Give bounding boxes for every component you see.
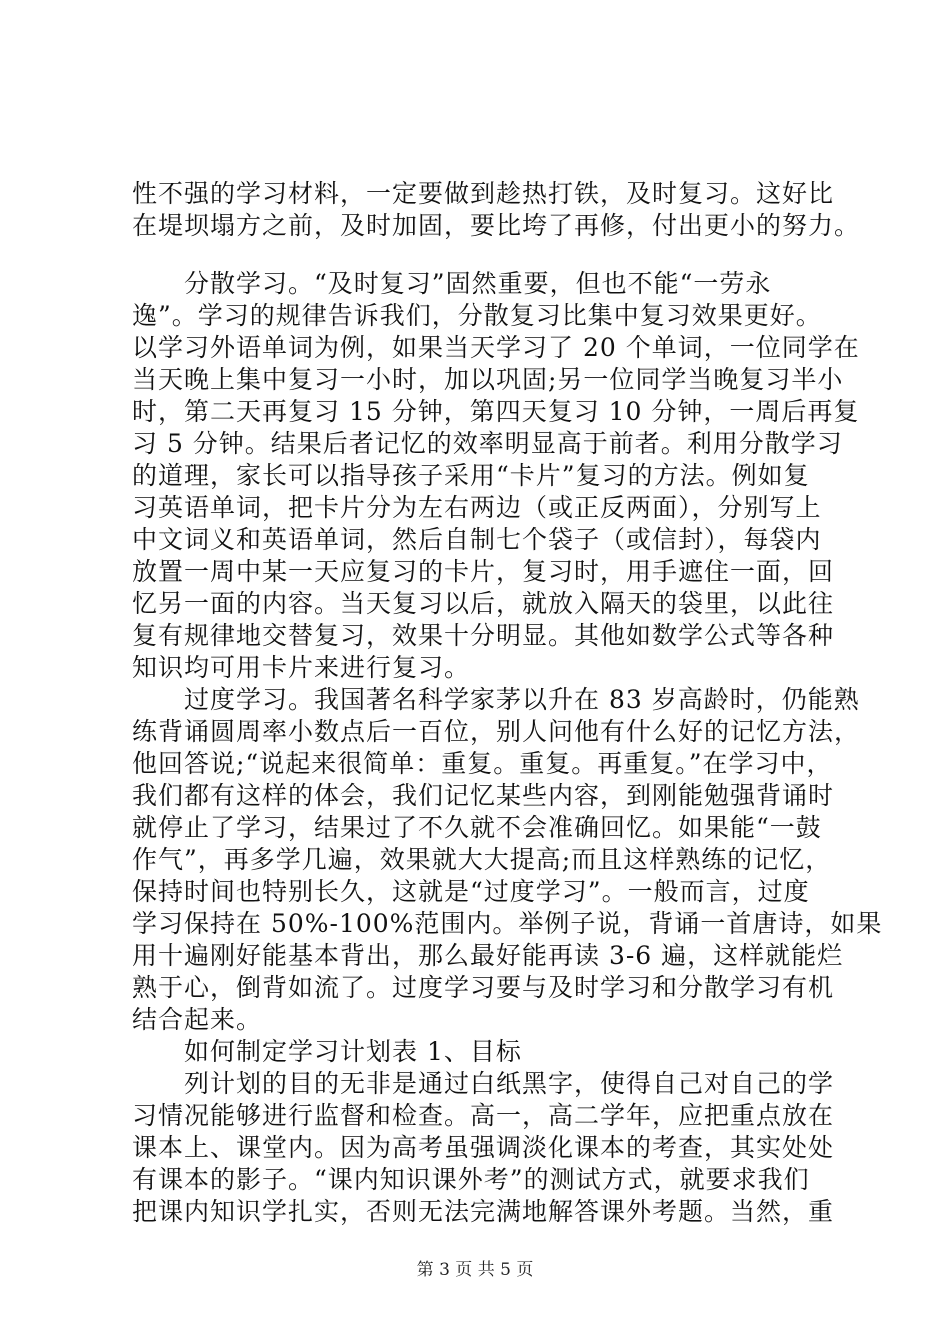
text-line: 时，第二天再复习 15 分钟，第四天复习 10 分钟，一周后再复 — [132, 397, 860, 426]
text-line: 放置一周中某一天应复习的卡片，复习时，用手遮住一面，回 — [132, 557, 835, 586]
text-line: 保持时间也特别长久，这就是“过度学习”。一般而言，过度 — [132, 877, 810, 906]
text-line: 复有规律地交替复习，效果十分明显。其他如数学公式等各种 — [132, 621, 835, 650]
paragraph-distributed-learning — [132, 268, 860, 684]
text-line: 把课内知识学扎实，否则无法完满地解答课外考题。当然，重 — [132, 1197, 835, 1226]
text-line: 列计划的目的无非是通过白纸黑字，使得自己对自己的学 — [132, 1069, 835, 1098]
text-line: 知识均可用卡片来进行复习。 — [132, 653, 471, 682]
body-text — [132, 268, 883, 1228]
text-line: 习英语单词，把卡片分为左右两边（或正反两面），分别写上 — [132, 493, 822, 522]
text-line: 我们都有这样的体会，我们记忆某些内容，到刚能勉强背诵时 — [132, 781, 835, 810]
text-line: 当天晚上集中复习一小时，加以巩固;另一位同学当晚复习半小 — [132, 365, 844, 394]
text-line: 忆另一面的内容。当天复习以后，就放入隔天的袋里，以此往 — [132, 589, 835, 618]
paragraph-study-plan-goal — [132, 1068, 835, 1228]
text-line: 结合起来。 — [132, 1005, 263, 1034]
text-line: 练背诵圆周率小数点后一百位，别人问他有什么好的记忆方法， — [132, 717, 861, 746]
text-line: 中文词义和英语单词，然后自制七个袋子（或信封），每袋内 — [132, 525, 822, 554]
text-line: 过度学习。我国著名科学家茅以升在 83 岁高龄时，仍能熟 — [132, 685, 860, 714]
text-line: 习情况能够进行监督和检查。高一，高二学年，应把重点放在 — [132, 1101, 835, 1130]
paragraph-continuation — [132, 178, 861, 242]
text-line: 在堤坝塌方之前，及时加固，要比垮了再修，付出更小的努力。 — [132, 211, 861, 240]
text-line: 课本上、课堂内。因为高考虽强调淡化课本的考查，其实处处 — [132, 1133, 835, 1162]
text-line: 学习保持在 50%-100%范围内。举例子说，背诵一首唐诗，如果 — [132, 909, 883, 938]
text-line: 作气”，再多学几遍，效果就大大提高;而且这样熟练的记忆， — [132, 845, 832, 874]
text-line: 的道理，家长可以指导孩子采用“卡片”复习的方法。例如复 — [132, 461, 810, 490]
text-line: 他回答说;“说起来很简单：重复。重复。再重复。”在学习中， — [132, 749, 833, 778]
text-line: 逸”。学习的规律告诉我们，分散复习比集中复习效果更好。 — [132, 301, 822, 330]
text-line: 就停止了学习，结果过了不久就不会准确回忆。如果能“一鼓 — [132, 813, 822, 842]
section-heading — [132, 1036, 822, 1068]
heading-line: 如何制定学习计划表 1、目标 — [132, 1037, 522, 1066]
text-line: 熟于心，倒背如流了。过度学习要与及时学习和分散学习有机 — [132, 973, 835, 1002]
text-line: 用十遍刚好能基本背出，那么最好能再读 3-6 遍，这样就能烂 — [132, 941, 844, 970]
text-line: 习 5 分钟。结果后者记忆的效率明显高于前者。利用分散学习 — [132, 429, 843, 458]
text-line: 有课本的影子。“课内知识课外考”的测试方式，就要求我们 — [132, 1165, 810, 1194]
text-line: 性不强的学习材料，一定要做到趁热打铁，及时复习。这好比 — [132, 179, 835, 208]
paragraph-overlearning — [132, 684, 883, 1036]
page-number-footer: 第 3 页 共 5 页 — [416, 1260, 534, 1280]
text-line: 以学习外语单词为例，如果当天学习了 20 个单词，一位同学在 — [132, 333, 860, 362]
text-line: 分散学习。“及时复习”固然重要，但也不能“一劳永 — [132, 269, 772, 298]
